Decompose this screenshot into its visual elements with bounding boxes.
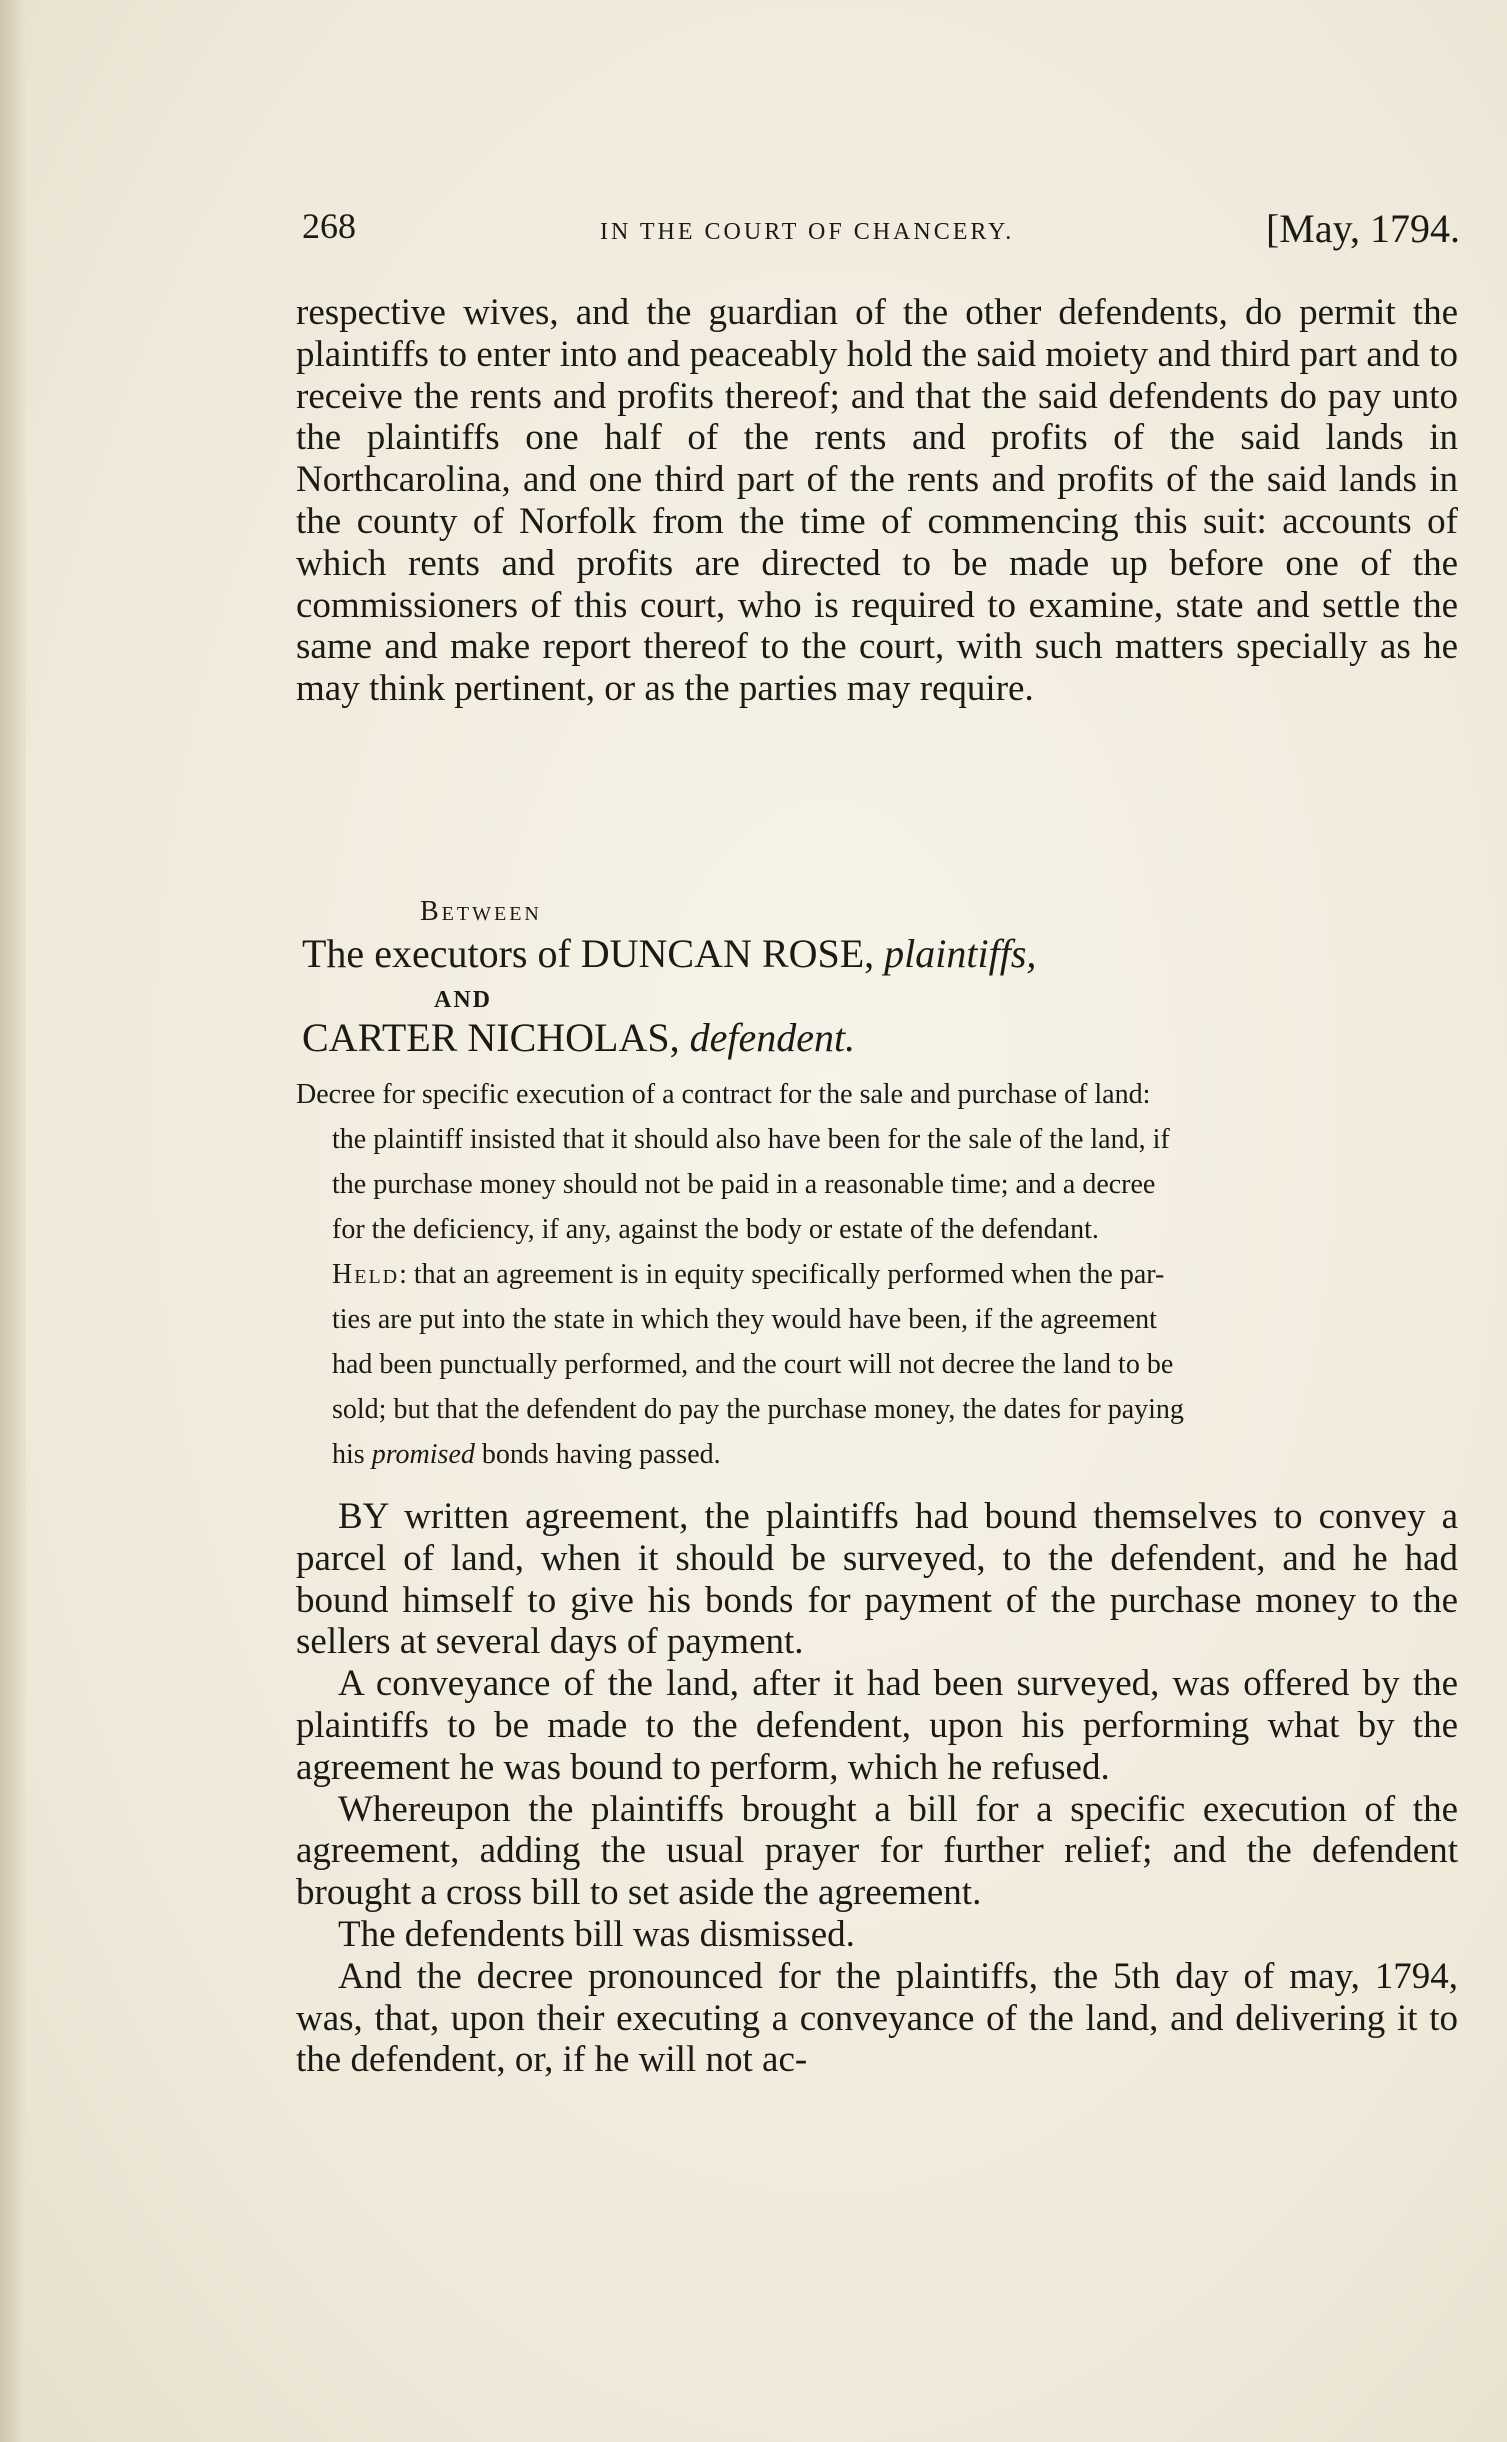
case-body xyxy=(296,1496,1458,2081)
binding-gutter xyxy=(0,0,26,2442)
body-paragraph: BY written agreement, the plaintiffs had bound themselves to convey a parcel of land, when it should be surveyed, to the defendent, and he had bound himself to give his bonds for payment of the purchase money to the sellers at several days of payment. xyxy=(296,1496,1458,1663)
held-label: Held xyxy=(332,1259,400,1290)
case-between-label: Between xyxy=(420,896,542,927)
syllabus-line: sold; but that the defendent do pay the purchase money, the dates for paying xyxy=(332,1394,1184,1425)
case-party-plaintiffs xyxy=(302,930,1036,977)
syllabus-line: the purchase money should not be paid in a reasonable time; and a decree xyxy=(332,1169,1156,1200)
continued-paragraph-block xyxy=(296,292,1458,710)
syllabus-italic: promised xyxy=(371,1439,475,1470)
syllabus-line: ties are put into the state in which they would have been, if the agreement xyxy=(332,1304,1157,1335)
syllabus-line xyxy=(296,1432,1458,1477)
body-paragraph: The defendents bill was dismissed. xyxy=(338,1913,855,1955)
party1-role: plaintiffs, xyxy=(884,931,1037,976)
body-paragraph: And the decree pronounced for the plaintiffs, the 5th day of may, 1794, was, that, upon their executing a conveyance of the land, and delivering it to the defendent, or, if he will not ac- xyxy=(296,1955,1458,2081)
syllabus-headnote xyxy=(296,1072,1458,1477)
syllabus-line xyxy=(296,1252,1458,1297)
syllabus-line: for the deficiency, if any, against the body or estate of the defendant. xyxy=(332,1214,1099,1245)
held-text: : that an agreement is in equity specifically performed when the par- xyxy=(399,1259,1165,1290)
body-paragraph: Whereupon the plaintiffs brought a bill for a specific execution of the agreement, adding the usual prayer for further relief; and the defendent brought a cross bill to set aside the agreement. xyxy=(296,1788,1458,1914)
case-and-label: AND xyxy=(434,987,492,1013)
party1-name: The executors of DUNCAN ROSE, xyxy=(302,931,875,976)
continued-paragraph: respective wives, and the guardian of the other defendents, do permit the plaintiffs to enter into and peaceably hold the said moiety and third part and to receive the rents and profits thereof; and that the said defendents do pay unto the plaintiffs one half of the rents and profits of the said lands in Northcarolina, and one third part of the rents and profits of the said lands in the county of Norfolk from the time of commencing this suit: accounts of which rents and profits are directed to be made up before one of the commissioners of this court, who is required to examine, state and settle the same and make report thereof to the court, with such matters specially as he may think pertinent, or as the parties may require. xyxy=(296,292,1458,710)
party2-name: CARTER NICHOLAS, xyxy=(302,1015,680,1060)
body-paragraph: A conveyance of the land, after it had been surveyed, was offered by the plaintiffs to be made to the defendent, upon his performing what by the agreement he was bound to perform, which he refused. xyxy=(296,1663,1458,1788)
case-party-defendent xyxy=(302,1014,855,1061)
party2-role: defendent. xyxy=(689,1015,856,1060)
page-number: 268 xyxy=(302,206,356,246)
syllabus-line: had been punctually performed, and the court will not decree the land to be xyxy=(332,1349,1174,1380)
header-date: [May, 1794. xyxy=(1265,206,1460,251)
syllabus-text: bonds having passed. xyxy=(481,1439,721,1470)
running-head: IN THE COURT OF CHANCERY. xyxy=(600,219,1015,245)
syllabus-text: his xyxy=(332,1439,365,1470)
syllabus-line: Decree for specific execution of a contract for the sale and purchase of land: xyxy=(296,1079,1151,1110)
syllabus-line: the plaintiff insisted that it should also have been for the sale of the land, if xyxy=(332,1124,1170,1155)
page-header xyxy=(302,205,1460,255)
